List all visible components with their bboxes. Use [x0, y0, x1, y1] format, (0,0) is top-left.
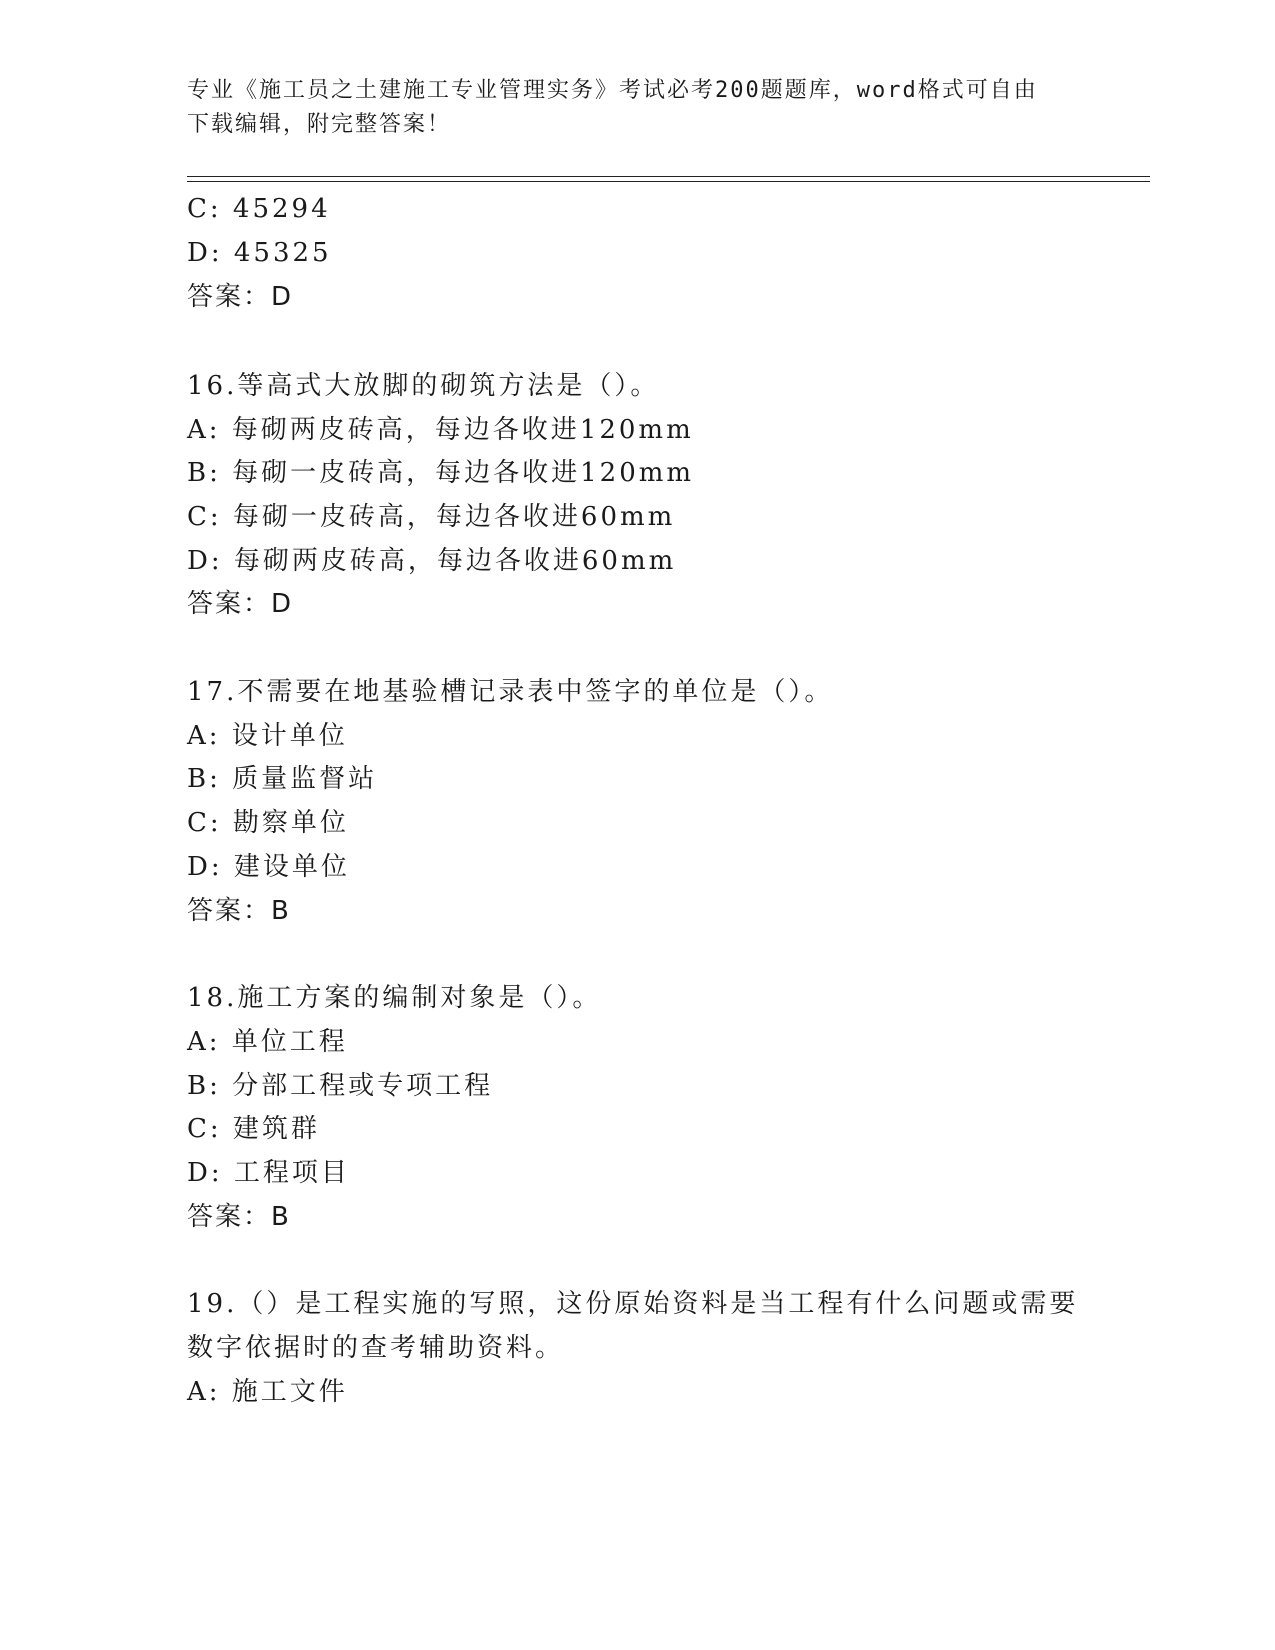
q19-question-line-2: 数字依据时的查考辅助资料。	[187, 1333, 565, 1363]
header-line-2: 下载编辑，附完整答案！	[187, 112, 452, 137]
q17-option-c: C: 勘察单位	[187, 808, 349, 838]
q16-option-c: C: 每砌一皮砖高，每边各收进60mm	[187, 502, 676, 532]
q18-option-d: D: 工程项目	[187, 1158, 350, 1188]
q17-question: 17.不需要在地基验槽记录表中签字的单位是（）。	[187, 677, 834, 707]
header-divider-bottom	[187, 181, 1150, 182]
q18-answer: 答案：B	[187, 1202, 291, 1232]
q16-option-d: D: 每砌两皮砖高，每边各收进60mm	[187, 546, 677, 576]
q19-option-a: A: 施工文件	[187, 1377, 348, 1407]
q16-answer: 答案：D	[187, 589, 294, 619]
header-divider-top	[187, 176, 1150, 177]
q17-option-b: B: 质量监督站	[187, 764, 378, 794]
q18-option-c: C: 建筑群	[187, 1114, 320, 1144]
q19-question-line-1: 19.（）是工程实施的写照，这份原始资料是当工程有什么问题或需要	[187, 1289, 1079, 1319]
q16-option-a: A: 每砌两皮砖高，每边各收进120mm	[187, 415, 694, 445]
q15-answer: 答案：D	[187, 282, 294, 312]
q18-question: 18.施工方案的编制对象是（）。	[187, 983, 602, 1013]
q15-option-d: D: 45325	[187, 238, 332, 268]
q15-option-c: C: 45294	[187, 194, 331, 224]
header-line-1: 专业《施工员之土建施工专业管理实务》考试必考200题题库，word格式可自由	[187, 78, 1038, 103]
q17-option-a: A: 设计单位	[187, 721, 348, 751]
q17-answer: 答案：B	[187, 896, 291, 926]
q17-option-d: D: 建设单位	[187, 852, 350, 882]
q18-option-b: B: 分部工程或专项工程	[187, 1071, 494, 1101]
q18-option-a: A: 单位工程	[187, 1027, 348, 1057]
q16-question: 16.等高式大放脚的砌筑方法是（）。	[187, 371, 660, 401]
q16-option-b: B: 每砌一皮砖高，每边各收进120mm	[187, 458, 695, 488]
document-header	[187, 74, 1067, 142]
